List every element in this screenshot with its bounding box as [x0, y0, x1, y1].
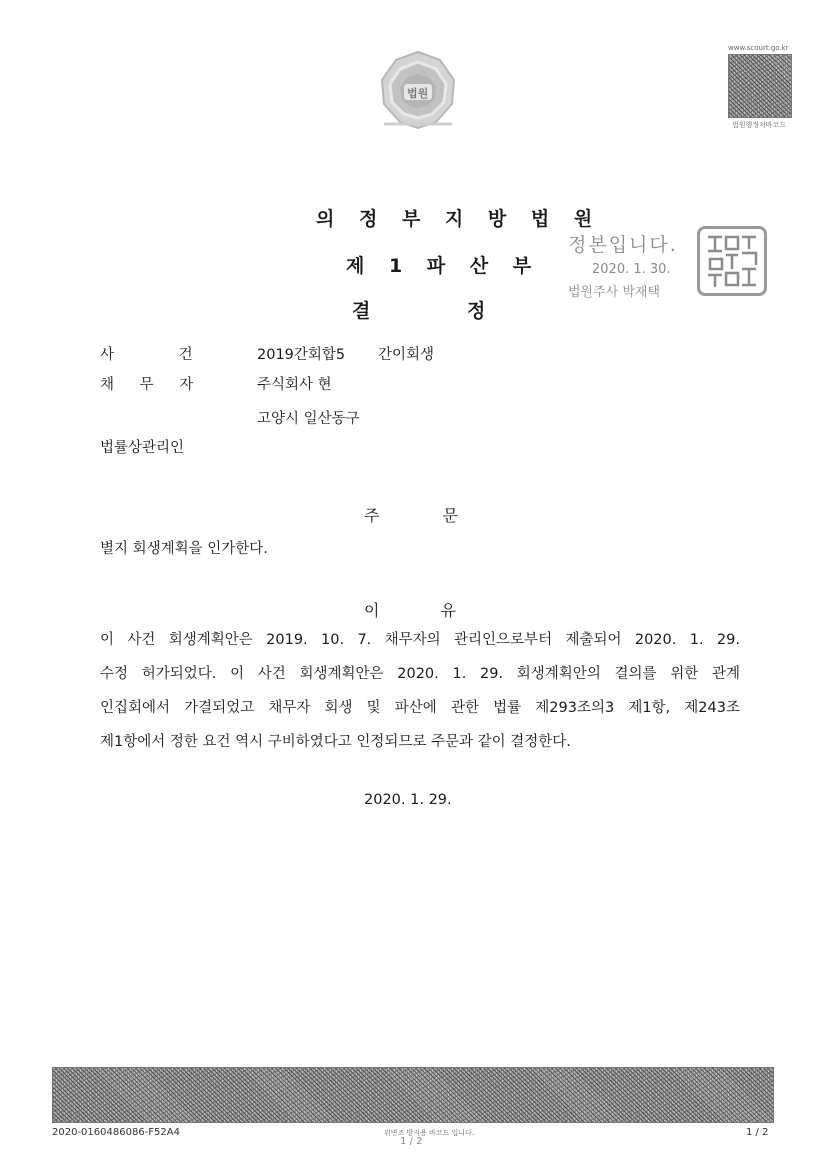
- barcode-icon: [52, 1067, 774, 1123]
- document-type: 결 정: [352, 300, 486, 322]
- document-id: 2020-0160486086-F52A4: [52, 1127, 180, 1138]
- page-number-center: 1 / 2: [400, 1136, 423, 1147]
- court-name: 의 정 부 지 방 법 원: [316, 208, 602, 230]
- reason-heading: 이 유: [364, 601, 456, 620]
- administrator-label: 법률상관리인: [100, 440, 185, 456]
- debtor-name: 주식회사 현: [257, 377, 332, 393]
- decision-date: 2020. 1. 29.: [364, 792, 452, 808]
- reason-line: 인집회에서 가결되었고 채무자 회생 및 파산에 관한 법률 제293조의3 제1항, 제243조: [100, 700, 740, 716]
- court-seal: [697, 226, 767, 296]
- reason-line: 이 사건 회생계획안은 2019. 10. 7. 채무자의 관리인으로부터 제출되어 2020. 1. 29.: [100, 632, 740, 648]
- reason-paragraph: [100, 623, 740, 759]
- certification-text: 정본입니다.: [568, 234, 678, 256]
- barcode-note: 위변조 방지용 바코드 입니다.: [384, 1129, 475, 1137]
- qr-url: www.scourt.go.kr: [728, 44, 789, 52]
- case-number: 2019간회합5: [257, 347, 346, 363]
- order-heading: 주 문: [364, 506, 458, 525]
- page-number-right: 1 / 2: [746, 1127, 769, 1138]
- debtor-label: 채 무 자: [100, 377, 194, 393]
- reason-line: 수정 허가되었다. 이 사건 회생계획안은 2020. 1. 29. 회생계획안의 결의를 위한 관계: [100, 666, 740, 682]
- qr-caption: 법원행정처바코드: [732, 121, 787, 129]
- certification-officer: 법원주사 박재택: [568, 285, 661, 300]
- qr-code-icon: [728, 54, 792, 118]
- reason-line: 제1항에서 정한 요건 역시 구비하였다고 인정되므로 주문과 같이 결정한다.: [100, 734, 571, 750]
- seal-icon: [700, 229, 764, 293]
- case-type: 간이회생: [378, 347, 435, 363]
- order-text: 별지 회생계획을 인가한다.: [100, 541, 268, 557]
- emblem-label: 법원: [407, 87, 429, 100]
- case-label: 사 건: [100, 347, 193, 363]
- qr-code-top: [726, 44, 794, 134]
- court-emblem: [378, 50, 458, 132]
- certification-date: 2020. 1. 30.: [592, 262, 671, 277]
- debtor-address: 고양시 일산동구: [257, 411, 360, 427]
- division-name: 제 1 파 산 부: [346, 255, 541, 277]
